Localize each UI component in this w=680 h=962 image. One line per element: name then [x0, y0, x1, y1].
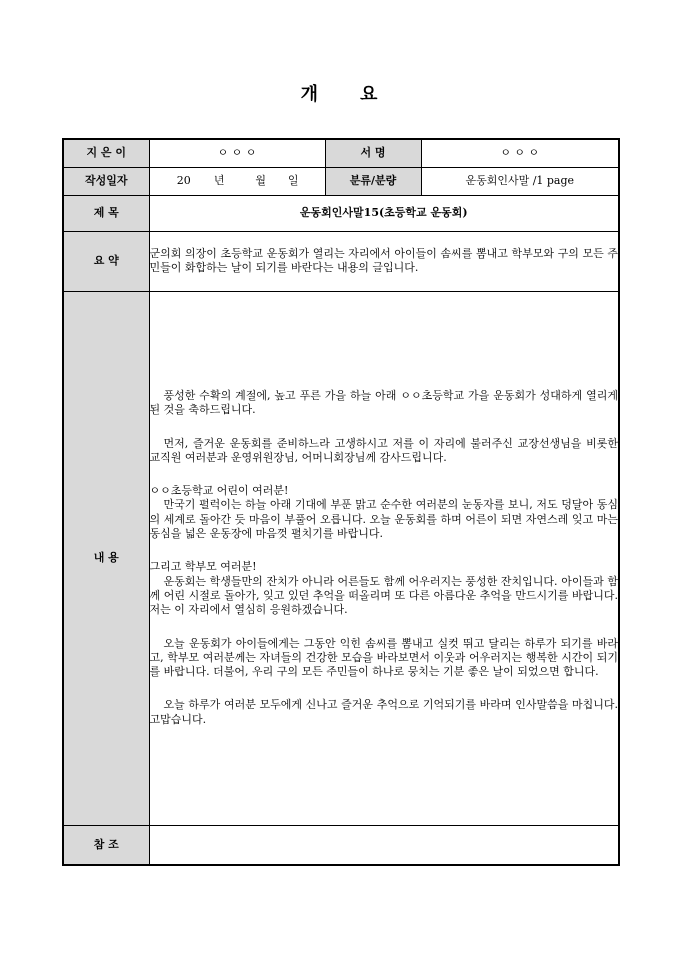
subject-label: 제 목 — [63, 195, 149, 231]
content-paragraph — [150, 437, 619, 466]
category-value: 운동회인사말 /1 page — [421, 167, 619, 195]
subject-value: 운동회인사말15(초등학교 운동회) — [149, 195, 619, 231]
paragraph-heading: ㅇㅇ초등학교 어린이 여러분! — [149, 484, 289, 498]
summary-value: 군의회 의장이 초등학교 운동회가 열리는 자리에서 아이들이 솜씨를 뽐내고 학부모와 구의 모든 주민들이 화합하는 날이 되기를 바란다는 내용의 글입니다. — [149, 231, 619, 291]
paragraph-heading: 그리고 학부모 여러분! — [149, 560, 257, 574]
reference-label: 참 조 — [63, 825, 149, 865]
content-row — [63, 291, 619, 825]
title-char-1: 개 — [300, 84, 320, 105]
content-paragraph — [150, 560, 619, 617]
date-row — [63, 167, 619, 195]
title-char-2: 요 — [360, 84, 380, 105]
content-label: 내 용 — [63, 291, 149, 825]
signature-value: ㅇ ㅇ ㅇ — [421, 139, 619, 167]
content-paragraph — [150, 637, 619, 680]
summary-label: 요 약 — [63, 231, 149, 291]
date-day-unit: 일 — [287, 173, 299, 187]
paragraph-text-6: 오늘 하루가 여러분 모두에게 신나고 즐거운 추억으로 기억되기를 바라며 인사말씀을 마칩니다. 고맙습니다. — [149, 698, 618, 726]
paragraph-text-2: 먼저, 즐거운 운동회를 준비하느라 고생하시고 저를 이 자리에 불러주신 교장선생님을 비롯한 교직원 여러분과 운영위원장님, 어머니회장님께 감사드립니다. — [149, 436, 618, 464]
reference-row — [63, 825, 619, 865]
date-label: 작성일자 — [63, 167, 149, 195]
date-value — [149, 167, 325, 195]
paragraph-text-1: 풍성한 수확의 계절에, 높고 푸른 가을 하늘 아래 ㅇㅇ초등학교 가을 운동회가 성대하게 열리게 된 것을 축하드립니다. — [149, 388, 618, 417]
signature-label: 서 명 — [325, 139, 421, 167]
paragraph-line: 만국기 펄럭이는 하늘 아래 기대에 부푼 맑고 순수한 여러분의 눈동자를 보니, 저도 덩달아 동심의 세계로 돌아간 듯 마음이 부풀어 오릅니다. 오늘 운동회를 하며 어른이 되면 자연스레 잊고 마는 동심을 넓은 운동장에 마음껏 펼치기를 바랍니다. — [149, 498, 618, 541]
overview-table — [62, 138, 620, 866]
author-label: 지 은 이 — [63, 139, 149, 167]
date-month-unit: 월 — [255, 173, 267, 187]
reference-value — [149, 825, 619, 865]
author-row — [63, 139, 619, 167]
paragraph-text-5: 오늘 운동회가 아이들에게는 그동안 익힌 솜씨를 뽐내고 실컷 뛰고 달리는 하루가 되기를 바라고, 학부모 여러분께는 자녀들의 건강한 모습을 바라보면서 이웃과 어우러지는 행복한 시간이 되기를 바랍니다. 더불어, 우리 구의 모든 주민들이 하나로 뭉치는 기분 좋은 날이 되었으면 합니다. — [149, 636, 618, 679]
subject-row — [63, 195, 619, 231]
content-paragraph — [150, 389, 619, 418]
document-title — [0, 80, 680, 106]
content-paragraph — [150, 484, 619, 541]
content-paragraph — [150, 698, 619, 727]
author-value: ㅇ ㅇ ㅇ — [149, 139, 325, 167]
category-label: 분류/분량 — [325, 167, 421, 195]
paragraph-line: 운동회는 학생들만의 잔치가 아니라 어른들도 함께 어우러지는 풍성한 잔치입니다. 아이들과 함께 어린 시절로 돌아가, 잊고 있던 추억을 떠올리며 또 다른 아름다운 추억을 만드시기를 바랍니다. 저는 이 자리에서 열심히 응원하겠습니다. — [149, 574, 618, 617]
summary-row — [63, 231, 619, 291]
content-body — [149, 291, 619, 825]
date-year: 20 — [176, 173, 191, 187]
date-year-unit: 년 — [213, 173, 225, 187]
